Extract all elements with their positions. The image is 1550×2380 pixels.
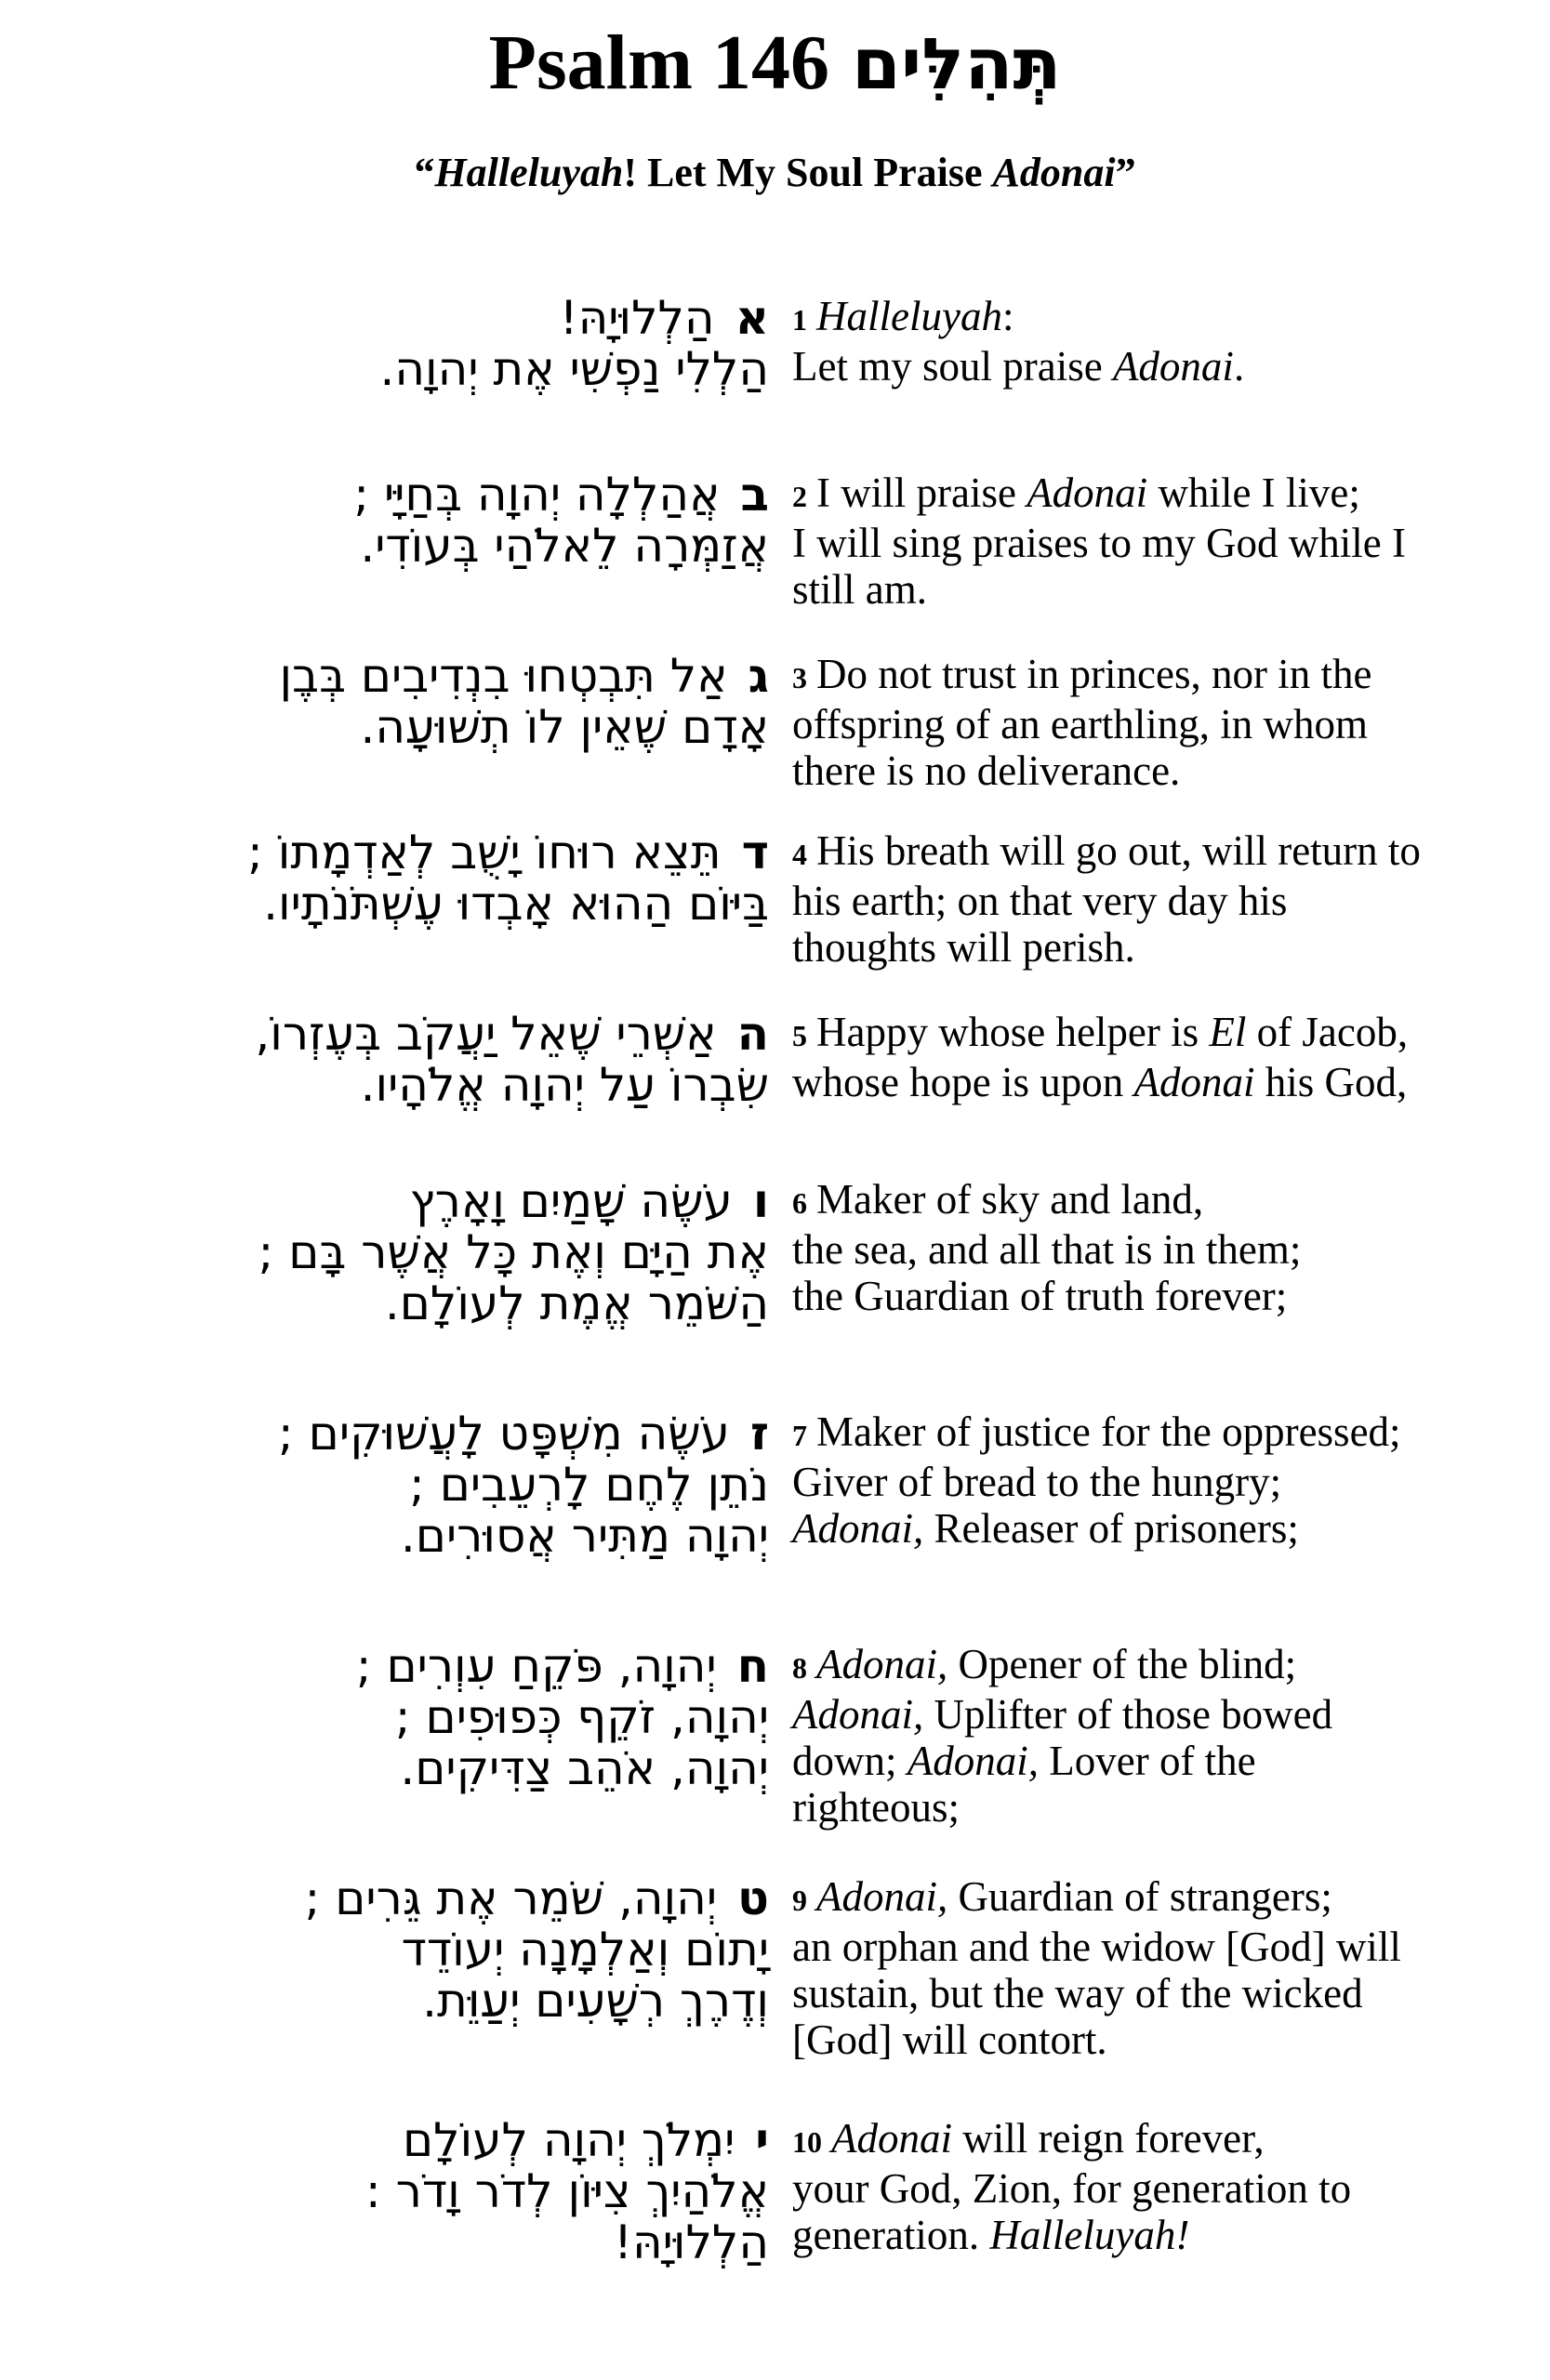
verse-hebrew <box>99 293 769 395</box>
english-segment: Happy whose helper is <box>816 1009 1210 1055</box>
verse-number: 1 <box>792 303 807 337</box>
hebrew-line-text: הַלְלִי נַפְשִׁי אֶת יְהוָה. <box>379 342 769 396</box>
english-segment: Do not trust in princes, nor in the <box>816 651 1372 697</box>
verse-number: 2 <box>792 480 807 513</box>
verse-english <box>792 1641 1527 1831</box>
english-italic-segment: Adonai, <box>816 1641 948 1687</box>
english-segment: an orphan and the widow [God] will <box>792 1924 1401 1970</box>
page-title <box>0 17 1550 111</box>
english-segment: your God, Zion, for generation to <box>792 2165 1352 2212</box>
verse-english <box>792 651 1527 794</box>
verse-english <box>792 1009 1527 1105</box>
english-line <box>792 878 1527 924</box>
english-segment: the Guardian of truth forever; <box>792 1273 1288 1319</box>
hebrew-line-text: נֹתֵן לֶחֶם לָרְעֵבִים ; <box>409 1458 769 1512</box>
english-segment: I will sing praises to my God while I <box>792 520 1406 566</box>
hebrew-line <box>99 2217 769 2268</box>
english-segment: Let my soul praise <box>792 343 1113 390</box>
verse-hebrew-letter: ה <box>736 1007 769 1061</box>
english-segment: offspring of an earthling, in whom <box>792 701 1369 747</box>
verse-number: 4 <box>792 838 807 871</box>
english-italic-segment: Adonai <box>1027 469 1148 516</box>
hebrew-line <box>99 344 769 395</box>
verse-hebrew <box>99 2115 769 2268</box>
hebrew-line <box>99 651 769 702</box>
verse-number: 10 <box>792 2125 822 2159</box>
subtitle-middle: ! Let My Soul Praise <box>623 150 993 195</box>
english-line <box>792 1176 1527 1226</box>
english-line <box>792 293 1527 343</box>
verse-hebrew-letter: ו <box>752 1174 769 1228</box>
hebrew-line-text: אָדָם שֶׁאֵין לוֹ תְשׁוּעָה. <box>360 700 769 754</box>
hebrew-line <box>99 293 769 344</box>
hebrew-line <box>99 1408 769 1460</box>
verse-english <box>792 469 1527 613</box>
english-line <box>792 924 1527 971</box>
hebrew-line-text: יְהוָה, שֹׁמֵר אֶת גֵּרִים ; <box>304 1871 718 1925</box>
english-line <box>792 566 1527 613</box>
hebrew-line <box>99 1278 769 1329</box>
verse-hebrew <box>99 651 769 753</box>
hebrew-line-text: אֱלֹהַיִךְ צִיּוֹן לְדֹר וָדֹר : <box>364 2164 769 2218</box>
hebrew-line <box>99 1924 769 1976</box>
hebrew-line-text: יְהוָה, אֹהֵב צַדִּיקִים. <box>400 1741 769 1795</box>
english-italic-segment: Adonai, <box>792 1691 924 1738</box>
hebrew-line <box>99 521 769 572</box>
hebrew-line <box>99 827 769 879</box>
english-line <box>792 701 1527 747</box>
verse-hebrew-letter: ד <box>741 826 769 879</box>
english-segment: His breath will go out, will return to <box>816 827 1421 874</box>
hebrew-line-text: עֹשֶׂה מִשְׁפָּט לָעֲשׁוּקִים ; <box>277 1407 730 1461</box>
english-segment: will reign forever, <box>952 2115 1265 2162</box>
hebrew-line-text: אֶת הַיָּם וְאֶת כָּל אֲשֶׁר בָּם ; <box>258 1225 769 1279</box>
title-hebrew: תְּהִלִּים <box>851 22 1062 105</box>
hebrew-line-text: יְהוָה מַתִּיר אֲסוּרִים. <box>400 1509 769 1563</box>
verse-hebrew <box>99 469 769 572</box>
english-segment: Lover of the <box>1039 1738 1256 1784</box>
english-line <box>792 1873 1527 1924</box>
verse-hebrew-letter: ט <box>737 1871 769 1925</box>
verse-english <box>792 293 1527 390</box>
english-line <box>792 2115 1527 2165</box>
english-segment: generation. <box>792 2212 990 2258</box>
hebrew-line-text: הַשֹּׁמֵר אֱמֶת לְעוֹלָם. <box>384 1276 769 1330</box>
english-segment: whose hope is upon <box>792 1059 1134 1105</box>
subtitle-italic-adonai: Adonai <box>992 150 1116 195</box>
hebrew-line <box>99 1976 769 2027</box>
hebrew-line <box>99 1176 769 1227</box>
hebrew-line <box>99 1692 769 1743</box>
english-line <box>792 520 1527 566</box>
english-line <box>792 2165 1527 2212</box>
hebrew-line <box>99 469 769 521</box>
english-italic-segment: Adonai <box>1112 343 1234 390</box>
english-segment: his earth; on that very day his <box>792 878 1288 924</box>
english-segment: of Jacob, <box>1246 1009 1409 1055</box>
english-line <box>792 747 1527 794</box>
english-italic-segment: Adonai, <box>816 1873 948 1920</box>
page-subtitle <box>0 147 1550 199</box>
hebrew-line <box>99 1227 769 1278</box>
hebrew-line-text: יִמְלֹךְ יְהוָה לְעוֹלָם <box>402 2113 735 2167</box>
hebrew-line <box>99 2166 769 2217</box>
verse-hebrew-letter: א <box>735 291 769 345</box>
english-segment: [God] will contort. <box>792 2016 1107 2063</box>
verse-english <box>792 2115 1527 2258</box>
hebrew-line-text: בַּיּוֹם הַהוּא אָבְדוּ עֶשְׁתֹּנֹתָיו. <box>263 877 769 931</box>
hebrew-line <box>99 1873 769 1924</box>
hebrew-line <box>99 1009 769 1060</box>
hebrew-line-text: אֲזַמְּרָה לֵאלֹהַי בְּעוֹדִי. <box>360 519 769 573</box>
hebrew-line <box>99 1641 769 1692</box>
verse-hebrew <box>99 1176 769 1329</box>
verse-number: 9 <box>792 1884 807 1917</box>
english-line <box>792 469 1527 520</box>
verse-number: 3 <box>792 661 807 694</box>
verse-hebrew-letter: י <box>755 2113 769 2167</box>
hebrew-line-text: וְדֶרֶךְ רְשָׁעִים יְעַוֵּת. <box>422 1974 769 2028</box>
english-italic-segment: Halleluyah <box>816 293 1002 339</box>
english-segment: Giver of bread to the hungry; <box>792 1459 1282 1505</box>
verse-hebrew <box>99 1408 769 1562</box>
verse-hebrew <box>99 1641 769 1794</box>
verse-hebrew <box>99 1873 769 2027</box>
hebrew-line-text: שִׂבְרוֹ עַל יְהוָה אֱלֹהָיו. <box>360 1058 769 1112</box>
english-line <box>792 1641 1527 1691</box>
english-segment: the sea, and all that is in them; <box>792 1226 1302 1273</box>
verse-hebrew <box>99 827 769 930</box>
hebrew-line <box>99 2115 769 2166</box>
english-line <box>792 1009 1527 1059</box>
english-italic-segment: Adonai, <box>907 1738 1039 1784</box>
english-line <box>792 1459 1527 1505</box>
english-segment: Maker of sky and land, <box>816 1176 1204 1223</box>
hebrew-line <box>99 879 769 930</box>
hebrew-line-text: הַלְלוּיָהּ! <box>559 291 715 345</box>
english-line <box>792 2016 1527 2063</box>
subtitle-open-quote: “ <box>414 150 435 195</box>
verse-number: 8 <box>792 1651 807 1685</box>
english-italic-segment: Adonai, <box>792 1505 924 1552</box>
english-segment: Maker of justice for the oppressed; <box>816 1408 1401 1455</box>
english-italic-segment: Adonai <box>1133 1059 1255 1105</box>
title-english: Psalm 146 <box>488 20 829 106</box>
english-line <box>792 1408 1527 1459</box>
english-segment: : <box>1001 293 1014 339</box>
english-line <box>792 1226 1527 1273</box>
english-segment: there is no deliverance. <box>792 747 1181 794</box>
english-line <box>792 2212 1527 2258</box>
hebrew-line <box>99 1460 769 1511</box>
hebrew-line-text: יְהוָה, זֹקֵף כְּפוּפִים ; <box>394 1690 769 1744</box>
english-line <box>792 1505 1527 1552</box>
english-line <box>792 1970 1527 2016</box>
english-italic-segment: Halleluyah! <box>989 2212 1190 2258</box>
hebrew-line <box>99 1060 769 1111</box>
hebrew-line-text: תֵּצֵא רוּחוֹ יָשֻׁב לְאַדְמָתוֹ ; <box>246 826 722 879</box>
english-segment: . <box>1233 343 1245 390</box>
subtitle-close-quote: ” <box>1115 150 1136 195</box>
verse-hebrew <box>99 1009 769 1111</box>
english-segment: still am. <box>792 566 927 613</box>
english-line <box>792 651 1527 701</box>
english-line <box>792 1924 1527 1970</box>
english-italic-segment: El <box>1209 1009 1247 1055</box>
english-segment: Opener of the blind; <box>947 1641 1297 1687</box>
hebrew-line-text: הַלְלוּיָהּ! <box>613 2215 769 2269</box>
english-line <box>792 1059 1527 1105</box>
verse-number: 5 <box>792 1019 807 1052</box>
english-line <box>792 1273 1527 1319</box>
english-segment: while I live; <box>1147 469 1360 516</box>
english-segment: Guardian of strangers; <box>947 1873 1332 1920</box>
english-segment: down; <box>792 1738 907 1784</box>
hebrew-line-text: עֹשֶׂה שָׁמַיִם וָאָרֶץ <box>409 1174 733 1228</box>
hebrew-line <box>99 1743 769 1794</box>
verse-english <box>792 1873 1527 2063</box>
english-line <box>792 1738 1527 1784</box>
english-line <box>792 1784 1527 1831</box>
hebrew-line <box>99 1511 769 1562</box>
verse-number: 6 <box>792 1186 807 1220</box>
verse-hebrew-letter: ב <box>740 468 769 522</box>
verse-hebrew-letter: ז <box>749 1407 769 1461</box>
english-line <box>792 343 1527 390</box>
verse-english <box>792 1408 1527 1552</box>
verse-hebrew-letter: ג <box>748 649 769 703</box>
english-segment: Uplifter of those bowed <box>923 1691 1333 1738</box>
english-line <box>792 1691 1527 1738</box>
hebrew-line-text: אַשְׁרֵי שֶׁאֵל יַעֲקֹב בְּעֶזְרוֹ, <box>255 1007 717 1061</box>
english-segment: Releaser of prisoners; <box>923 1505 1299 1552</box>
english-italic-segment: Adonai <box>831 2115 952 2162</box>
english-segment: his God, <box>1254 1059 1408 1105</box>
english-segment: righteous; <box>792 1784 960 1831</box>
english-line <box>792 827 1527 878</box>
subtitle-italic-halleluyah: Halleluyah <box>434 150 624 195</box>
verse-hebrew-letter: ח <box>736 1639 769 1693</box>
verse-english <box>792 1176 1527 1319</box>
english-segment: thoughts will perish. <box>792 924 1135 971</box>
hebrew-line <box>99 702 769 753</box>
hebrew-line-text: אַל תִּבְטְחוּ בִנְדִיבִים בְּבֶן <box>279 649 728 703</box>
hebrew-line-text: יְהוָה, פֹּקֵחַ עִוְרִים ; <box>355 1639 717 1693</box>
verse-number: 7 <box>792 1419 807 1452</box>
hebrew-line-text: יָתוֹם וְאַלְמָנָה יְעוֹדֵד <box>401 1923 769 1977</box>
english-segment: I will praise <box>816 469 1027 516</box>
english-segment: sustain, but the way of the wicked <box>792 1970 1363 2016</box>
verse-english <box>792 827 1527 971</box>
hebrew-line-text: אֲהַלְלָה יְהוָה בְּחַיָּי ; <box>353 468 721 522</box>
